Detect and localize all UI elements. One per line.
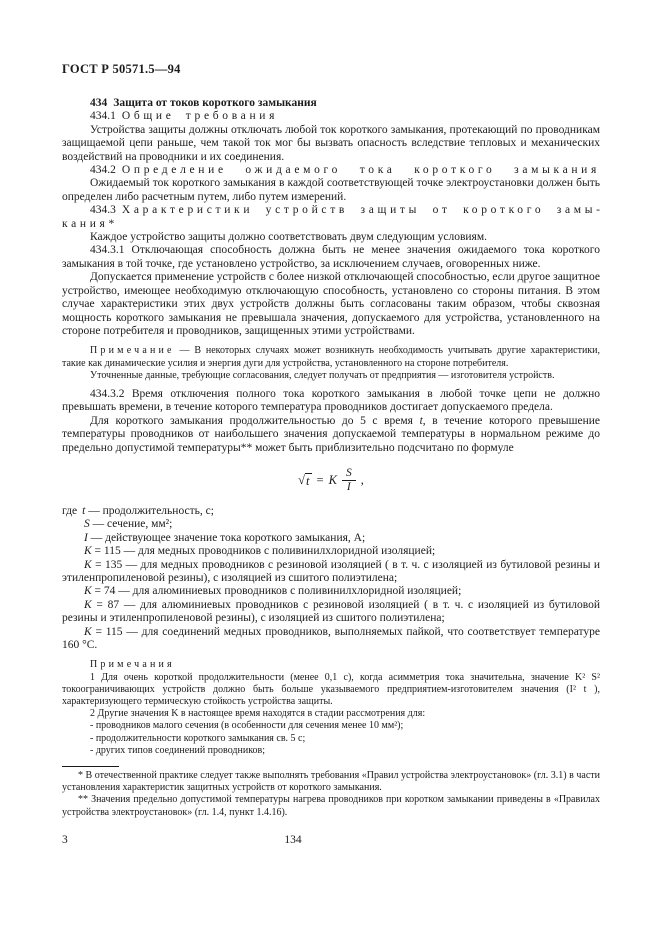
note-bullet-small-sections: - проводников малого сечения (в особенности для сечения менее 10 мм²); [90,720,404,732]
clause-434-1-heading [62,110,600,123]
paragraph-general-requirements: Устройства защиты должны отключать любой ток короткого замыкания, протекающий по проводникам защищаемой цепи раньше, чем такой ток мог бы вызвать опасность вследствие тепловых и механических воздействий на проводники и их соединения. [62,123,600,163]
paragraph-lower-breaking-capacity: Допускается применение устройств с более низкой отключающей способностью, если другое защитное устройство, имеющее необходимую отключающую способность, установлено со стороны питания. В этом случае характеристики этих двух устройств должны быть согласованы таким образом, чтобы сквозная мощность короткого замыкания не превышала значения, допускаемого для устройства, установленного на стороне потребителя и проводников, защищенных этими устройствами. [62,271,600,337]
formula [62,466,600,496]
definition-description: = 74 — для алюминиевых проводников с поливинилхлоридной изоляцией; [91,585,462,598]
definition-t [62,505,600,518]
clause-434-heading [62,97,600,110]
definition-description: = 87 — для алюминиевых проводников с резиновой изоляцией ( в т. ч. с изоляцией из бутиловой резины и этиленпропиленовой резины), с изоляцией из сшитого полиэтилена; [62,598,600,625]
clause-434-2-number: 434.2 [90,164,116,177]
factor-k: K [328,473,337,488]
paragraph-formula-intro [62,415,600,455]
clause-434-title: Защита от токов короткого замыкания [113,97,317,109]
definition-variable: t [82,504,86,517]
fraction [342,468,356,494]
note-bullet-duration: - продолжительности короткого замыкания св. 5 с; [90,732,306,744]
definition-variable: S [84,518,90,531]
clause-434-1-number: 434.1 [90,110,116,123]
clause-434-3-title: Характеристики устройств защиты от короткого замыкания* [62,204,600,230]
doc-number: ГОСТ Р 50571.5—94 [62,62,181,76]
definition-description: — действующее значение тока короткого замыкания, А; [87,531,366,544]
clause-434-3-heading [62,204,600,231]
fraction-denominator: I [346,481,351,494]
definition-description: = 115 — для медных проводников с поливинилхлоридной изоляцией; [91,545,436,558]
page-number: 3 [62,833,68,846]
formula-intro-post: , в течение которого превышение температуры проводников от наибольшего значения допускаемой температуры в нормальном режиме до предельно допустимой температуры** может быть приблизительно подсчитано по формуле [62,414,600,454]
definition-k-115-soldered [62,626,600,653]
definition-k-87-aluminium-rubber [62,599,600,626]
clause-434-2-title: Определение ожидаемого тока короткого замыкания [121,164,600,177]
clause-434-number: 434 [90,97,108,109]
definition-variable: K [84,598,92,611]
clause-434-2-heading [62,164,600,177]
note-label: Примечание [90,345,175,357]
notes-section [62,659,600,757]
paragraph-434-3-1: 434.3.1 Отключающая способность должна быть не менее значения ожидаемого тока короткого замыкания в той точке, где установлено устройство, за исключением случаев, оговоренных ниже. [62,244,600,270]
paragraph-two-conditions: Каждое устройство защиты должно соответствовать двум следующим условиям. [90,231,487,244]
definition-variable: I [84,531,88,544]
definitions-list [62,505,600,652]
page-footer [62,834,600,847]
sheet-number: 134 [284,833,302,846]
note-characteristics-extra: Уточненные данные, требующие согласования, следует получать от предприятия — изготовителя устройств. [90,369,555,381]
definitions-intro: где [62,504,78,517]
formula-intro-pre: Для короткого замыкания продолжительностью до 5 с время [90,414,420,427]
paragraph-434-3-2: 434.3.2 Время отключения полного тока короткого замыкания в любой точке цепи не должно превышать времени, в течение которого температура проводников достигает допускаемого предела. [62,387,600,414]
definition-variable: K [84,585,92,598]
definition-variable: K [84,545,92,558]
formula-comma: , [360,473,364,488]
notes-label: Примечания [90,659,175,671]
definition-s [62,518,600,531]
definition-variable: K [84,558,92,571]
definition-k-115-copper-pvc [62,545,600,558]
sqrt-radicand: t [306,473,310,488]
paragraph-expected-current: Ожидаемый ток короткого замыкания в каждой соответствующей точке электроустановки должен быть определен либо расчетным путем, либо путем измерений. [62,177,600,203]
sqrt-expression [298,473,311,489]
clause-434-3-number: 434.3 [90,204,116,217]
note-characteristics [62,345,600,369]
definition-i [62,532,600,545]
clause-434-1-title: Общие требования [121,110,279,123]
footnote-1: * В отечественной практике следует также выполнять требования «Правил устройства электроустановок» (гл. 3.1) в части установления характеристик защитных устройств от короткого замыкания. [62,770,600,794]
note-item-2: 2 Другие значения K в настоящее время находятся в стадии рассмотрения для: [90,708,426,720]
definition-description: = 135 — для медных проводников с резиновой изоляцией ( в т. ч. с изоляцией из бутиловой резины и этиленпропиленовой резины), с изоляцией из сшитого полиэтилена; [62,558,600,584]
sqrt-symbol: √ [298,472,306,487]
definition-description: — продолжительность, с; [85,504,214,517]
definition-description: — сечение, мм²; [89,518,173,531]
definition-variable: K [84,625,92,638]
note-bullet-other-joints: - других типов соединений проводников; [90,744,266,756]
time-variable: t [419,414,423,427]
footnote-separator [62,766,119,767]
definition-k-135-copper-rubber [62,559,600,586]
note-item-1: 1 Для очень короткой продолжительности (менее 0,1 с), когда асимметрия тока значительна, значение K² S² токоограничивающих устройств должно быть больше указываемого предприятием-изготовителем значения (I² t ), характеризующего термическую стойкость устройства защиты. [62,671,600,708]
definition-description: = 115 — для соединений медных проводников, выполняемых пайкой, что соответствует температуре 160 °С. [62,625,600,652]
equals-sign: = [316,473,324,488]
footnote-2: ** Значения предельно допустимой температуры нагрева проводников при коротком замыкании приведены в «Правилах устройства электроустановок» (гл. 1.4, пункт 1.4.16). [62,794,600,818]
note-text: — В некоторых случаях может возникнуть необходимость учитывать другие характеристики, такие как динамические усилия и энергия дуги для устройства, установленного на стороне потребителя. [62,345,601,369]
definition-k-74-aluminium-pvc [62,585,600,598]
fraction-numerator: S [342,468,356,482]
